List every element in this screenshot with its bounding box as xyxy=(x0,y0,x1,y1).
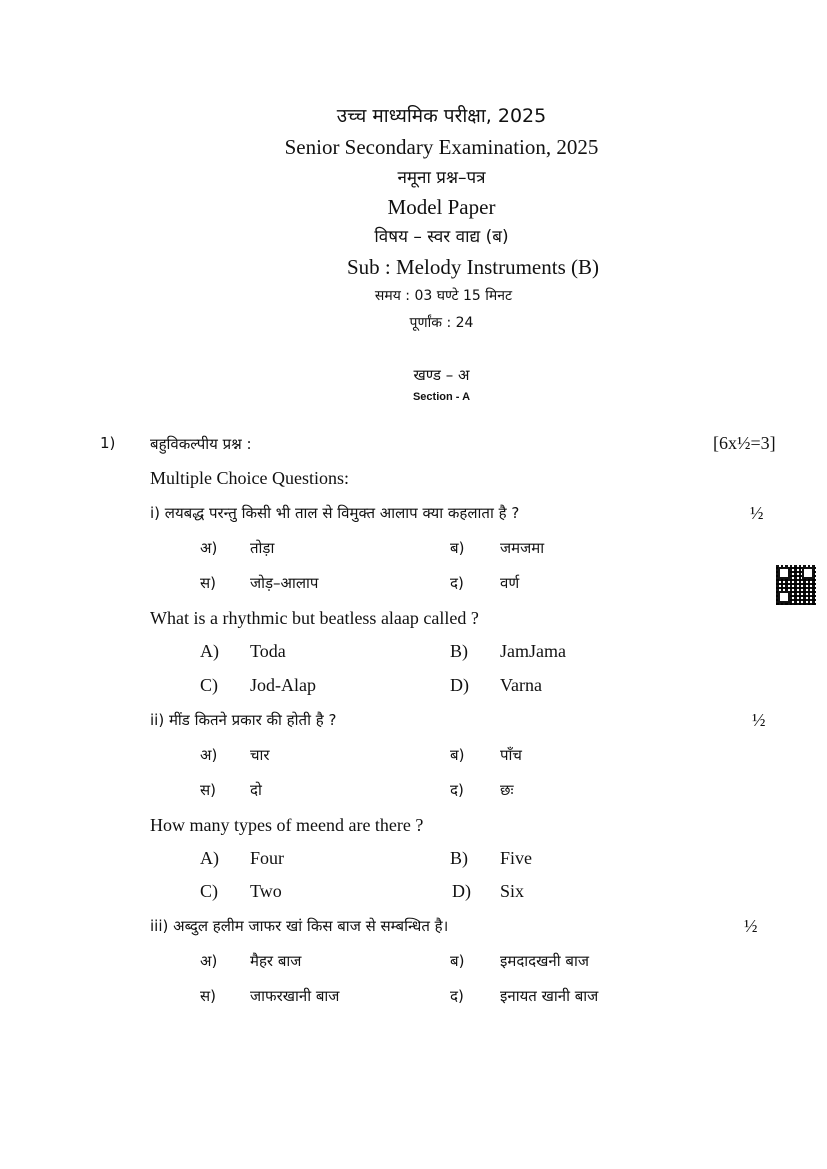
subquestion-marks: ½ xyxy=(750,503,764,523)
subquestion-marks: ½ xyxy=(752,710,766,730)
option-text: मैहर बाज xyxy=(250,952,302,970)
exam-title-hindi: उच्च माध्यमिक परीक्षा, 2025 xyxy=(336,105,547,127)
paper-type-english: Model Paper xyxy=(387,195,496,219)
option-text: छः xyxy=(500,781,514,799)
option-label: द) xyxy=(450,781,464,799)
option-label: ब) xyxy=(450,746,465,764)
subquestion-marks: ½ xyxy=(744,916,758,936)
option-text: इमदादखनी बाज xyxy=(500,952,589,970)
question-label-hindi: बहुविकल्पीय प्रश्न : xyxy=(150,435,252,453)
question-label-english: Multiple Choice Questions: xyxy=(150,468,349,488)
option-text: तोड़ा xyxy=(250,539,275,557)
subquestion-text-english: What is a rhythmic but beatless alaap called ? xyxy=(150,608,479,628)
option-text: JamJama xyxy=(500,641,566,661)
option-label: द) xyxy=(450,987,464,1005)
option-text: Six xyxy=(500,881,525,901)
option-label: A) xyxy=(200,848,219,868)
option-label: ब) xyxy=(450,952,465,970)
option-text: वर्ण xyxy=(500,574,520,592)
subquestion-text-hindi: ii) मींड कितने प्रकार की होती है ? xyxy=(150,711,337,729)
paper-type-hindi: नमूना प्रश्न–पत्र xyxy=(397,168,486,188)
question-marks: [6x½=3] xyxy=(713,433,776,453)
exam-title-english: Senior Secondary Examination, 2025 xyxy=(284,135,599,159)
max-marks: पूर्णांक : 24 xyxy=(409,315,474,331)
option-text: Four xyxy=(250,848,285,868)
option-text: Jod-Alap xyxy=(250,675,316,695)
option-label: अ) xyxy=(200,746,218,764)
time-allowed: समय : 03 घण्टे 15 मिनट xyxy=(374,288,513,304)
option-text: Varna xyxy=(500,675,542,695)
section-title-english: Section - A xyxy=(412,391,471,403)
option-label: D) xyxy=(450,675,469,695)
option-label: अ) xyxy=(200,539,218,557)
option-label: द) xyxy=(450,574,464,592)
option-text: जमजमा xyxy=(500,539,545,557)
option-label: ब) xyxy=(450,539,465,557)
subquestion-text-english: How many types of meend are there ? xyxy=(150,815,424,835)
option-text: चार xyxy=(250,746,270,764)
option-label: स) xyxy=(200,987,216,1005)
option-label: B) xyxy=(450,641,468,661)
section-title-hindi: खण्ड – अ xyxy=(413,366,470,384)
option-text: जोड़–आलाप xyxy=(250,574,319,592)
qr-code-icon xyxy=(776,565,816,605)
option-label: C) xyxy=(200,675,218,695)
option-label: B) xyxy=(450,848,468,868)
option-text: जाफरखानी बाज xyxy=(250,987,340,1005)
option-label: A) xyxy=(200,641,219,661)
option-label: स) xyxy=(200,574,216,592)
option-label: D) xyxy=(452,881,471,901)
option-text: पाँच xyxy=(500,746,522,764)
option-label: अ) xyxy=(200,952,218,970)
question-number: 1) xyxy=(100,434,116,452)
option-label: स) xyxy=(200,781,216,799)
subject-english: Sub : Melody Instruments (B) xyxy=(347,255,599,279)
subquestion-text-hindi: i) लयबद्ध परन्तु किसी भी ताल से विमुक्त आलाप क्या कहलाता है ? xyxy=(150,504,520,522)
option-text: Toda xyxy=(250,641,286,661)
option-text: इनायत खानी बाज xyxy=(500,987,599,1005)
option-label: C) xyxy=(200,881,218,901)
option-text: Five xyxy=(500,848,533,868)
subject-hindi: विषय – स्वर वाद्य (ब) xyxy=(374,227,509,247)
option-text: Two xyxy=(250,881,282,901)
option-text: दो xyxy=(250,781,262,799)
subquestion-text-hindi: iii) अब्दुल हलीम जाफर खां किस बाज से सम्बन्धित है। xyxy=(150,917,449,935)
